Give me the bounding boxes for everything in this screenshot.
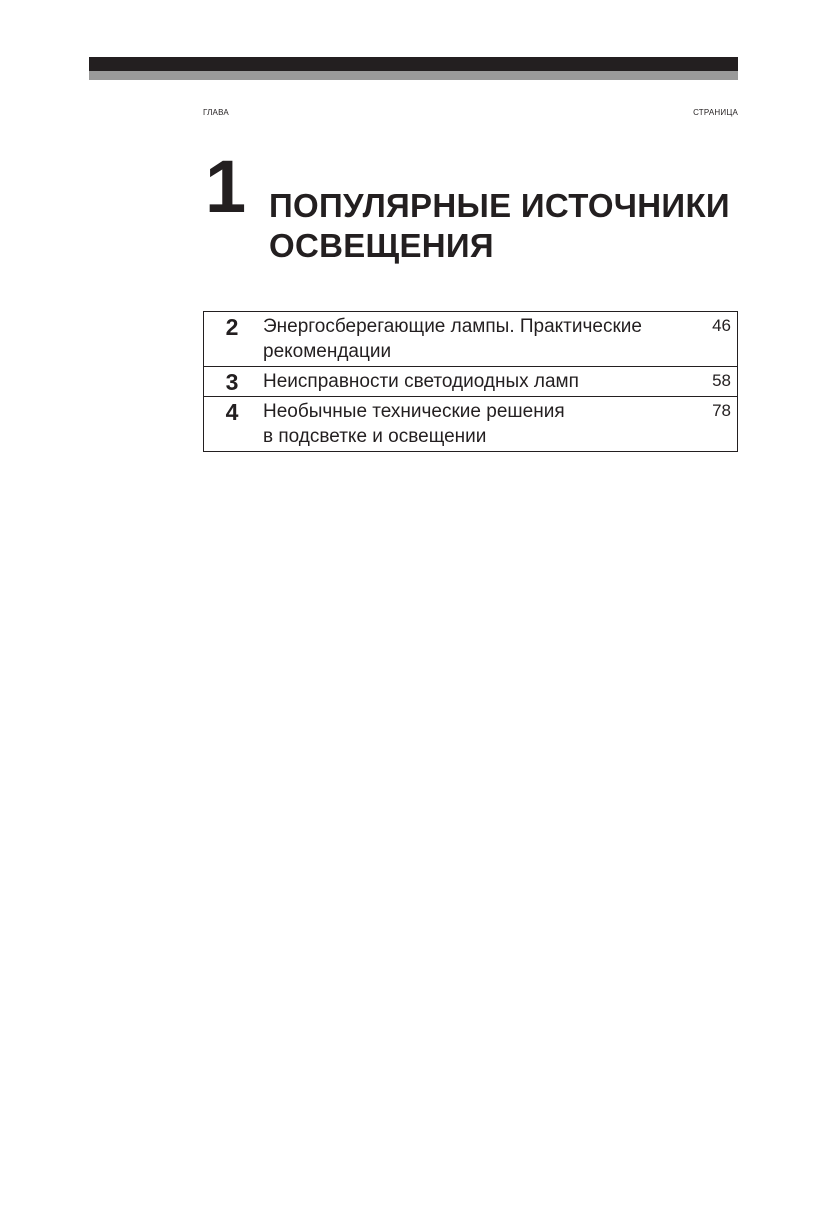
toc-row-title-line: Необычные технические решения [263,401,565,422]
toc-row-title-line: Неисправности светодиодных ламп [263,371,579,392]
toc-row-number: 4 [204,397,261,452]
toc-row-title[interactable] [260,312,691,367]
toc-row[interactable] [204,367,738,397]
toc-row[interactable] [204,312,738,367]
toc-row[interactable] [204,397,738,452]
toc-row-title-line: Энергосберегающие лампы. Практические [263,316,642,337]
toc-row-title[interactable] [260,397,691,452]
toc-row-page: 46 [712,316,731,335]
chapter-title: ПОПУЛЯРНЫЕ ИСТОЧНИКИ ОСВЕЩЕНИЯ [269,187,730,264]
toc-row-number: 3 [204,367,261,397]
header-bar-dark [89,57,738,71]
toc-row-title-line: в подсветке и освещении [263,426,487,447]
page-column-label: СТРАНИЦА [693,108,738,117]
toc-row-page: 58 [691,367,738,397]
toc-row-title[interactable] [260,367,691,397]
header-bar-gray [89,71,738,80]
toc-row-page: 78 [691,397,738,452]
chapter-number: 1 [205,145,247,228]
toc-table [203,311,738,452]
toc-row-title-line: рекомендации [263,341,392,362]
toc-row-number: 2 [225,314,239,340]
chapter-column-label: ГЛАВА [203,108,229,117]
